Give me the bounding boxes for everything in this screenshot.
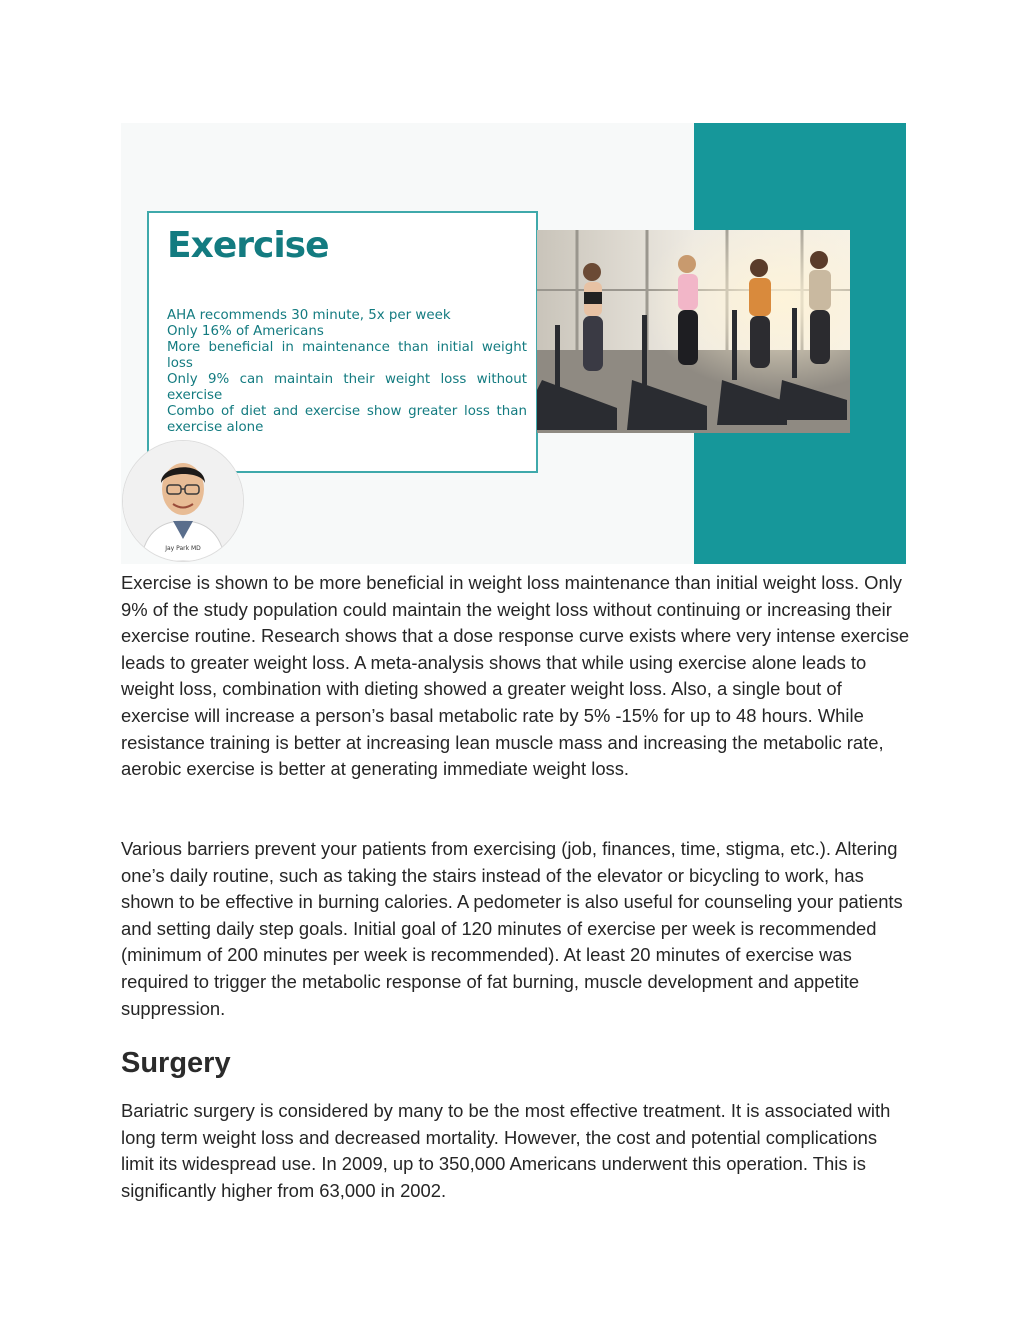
presenter-avatar: [123, 441, 243, 561]
exercise-paragraph-2: Various barriers prevent your patients from exercising (job, finances, time, stigma, etc.). Altering one’s daily routine, such as taking the stairs instead of the elevator or bicycling to work, has shown to be effective in burning calories. A pedometer is also useful for counseling your patients and setting daily step goals. Initial goal of 120 minutes of exercise per week is recommended (minimum of 200 minutes per week is recommended). At least 20 minutes of exercise was required to trigger the metabolic response of fat burning, muscle development and appetite suppression.: [121, 838, 903, 1019]
slide-bullet: More beneficial in maintenance than initial weight loss: [167, 340, 527, 371]
slide-bullet: AHA recommends 30 minute, 5x per week: [167, 308, 451, 323]
slide-bullet: Combo of diet and exercise show greater loss than exercise alone: [167, 404, 527, 435]
treadmill-photo: [537, 230, 850, 433]
presenter-caption: Jay Park MD: [165, 545, 201, 552]
exercise-slide-image: [121, 123, 906, 564]
slide-bullet-list: [167, 308, 527, 436]
slide-bullet: Only 16% of Americans: [167, 324, 324, 339]
surgery-heading: Surgery: [121, 1047, 231, 1079]
slide-text-box: [147, 211, 538, 473]
slide-title: Exercise: [167, 225, 329, 266]
slide-bullet: Only 9% can maintain their weight loss without exercise: [167, 372, 527, 403]
surgery-paragraph: Bariatric surgery is considered by many to be the most effective treatment. It is associated with long term weight loss and decreased mortality. However, the cost and potential complications limit its widespread use. In 2009, up to 350,000 Americans underwent this operation. This is significantly higher from 63,000 in 2002.: [121, 1100, 891, 1201]
exercise-paragraph-1: Exercise is shown to be more beneficial in weight loss maintenance than initial weight loss. Only 9% of the study population could maintain the weight loss without continuing or increasing their exercise routine. Research shows that a dose response curve exists where very intense exercise leads to greater weight loss. A meta-analysis shows that while using exercise alone leads to weight loss, combination with dieting showed a greater weight loss. Also, a single bout of exercise will increase a person’s basal metabolic rate by 5% -15% for up to 48 hours. While resistance training is better at increasing lean muscle mass and increasing the metabolic rate, aerobic exercise is better at generating immediate weight loss.: [121, 572, 910, 780]
